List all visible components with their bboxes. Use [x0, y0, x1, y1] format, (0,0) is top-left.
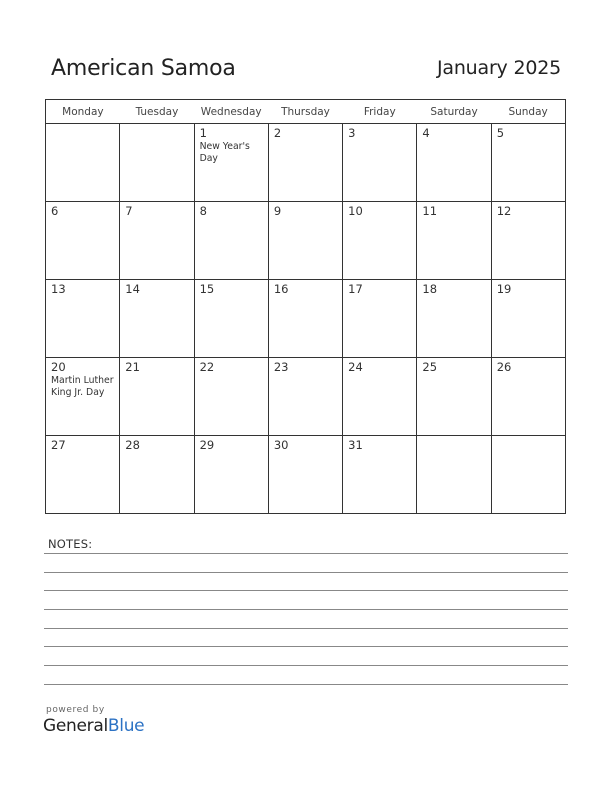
day-number: 26: [496, 360, 512, 374]
day-cell[interactable]: [491, 202, 565, 280]
day-number: 1: [199, 126, 207, 140]
day-cell[interactable]: [120, 124, 194, 202]
brand-logo[interactable]: [43, 716, 144, 736]
note-line: [44, 684, 568, 685]
day-number: 17: [348, 282, 363, 296]
day-cell[interactable]: [46, 436, 120, 514]
day-cell[interactable]: [46, 124, 120, 202]
day-cell[interactable]: [194, 202, 268, 280]
brand-general: General: [43, 716, 108, 736]
day-cell[interactable]: [417, 124, 491, 202]
weekday-label: Sunday: [491, 100, 565, 124]
note-line: [44, 646, 568, 647]
day-number: 4: [422, 126, 430, 140]
day-cell[interactable]: [268, 358, 342, 436]
day-number: 7: [125, 204, 133, 218]
day-number: 24: [348, 360, 363, 374]
day-number: 16: [273, 282, 289, 296]
day-cell[interactable]: [120, 436, 194, 514]
note-line: [44, 665, 568, 666]
note-line: [44, 609, 568, 610]
day-cell[interactable]: [120, 358, 194, 436]
day-number: 15: [199, 282, 215, 296]
calendar-title: American Samoa: [51, 56, 236, 81]
note-line: [44, 628, 568, 629]
holiday-label: Martin Luther King Jr. Day: [51, 375, 114, 398]
brand-blue: Blue: [107, 716, 145, 736]
day-cell[interactable]: [491, 124, 565, 202]
week-row: [46, 358, 566, 436]
day-number: 18: [422, 282, 438, 296]
day-number: 14: [125, 282, 140, 296]
week-row: [46, 436, 566, 514]
weekday-label: Monday: [46, 100, 120, 124]
weekday-label: Friday: [343, 100, 417, 124]
day-cell[interactable]: [194, 358, 268, 436]
week-row: [46, 124, 566, 202]
day-number: 25: [422, 360, 438, 374]
day-number: 30: [273, 438, 289, 452]
day-cell[interactable]: [417, 436, 491, 514]
day-cell[interactable]: [268, 202, 342, 280]
day-cell[interactable]: [343, 280, 417, 358]
day-cell[interactable]: [194, 436, 268, 514]
day-number: 12: [496, 204, 512, 218]
note-line: [44, 590, 568, 591]
day-cell[interactable]: [268, 124, 342, 202]
day-cell[interactable]: [491, 436, 565, 514]
note-line: [44, 553, 568, 554]
day-cell[interactable]: [343, 124, 417, 202]
day-number: 21: [125, 360, 140, 374]
day-number: 5: [496, 126, 505, 140]
day-cell[interactable]: [417, 280, 491, 358]
day-number: 29: [199, 438, 215, 452]
notes-label: NOTES:: [48, 537, 93, 551]
weekday-label: Saturday: [417, 100, 491, 124]
powered-by-text: powered by: [46, 705, 105, 715]
day-cell[interactable]: [268, 280, 342, 358]
day-cell[interactable]: [417, 358, 491, 436]
day-number: 9: [273, 204, 282, 218]
holiday-label: New Year's Day: [199, 141, 250, 164]
day-number: 28: [125, 438, 140, 452]
day-cell[interactable]: [343, 202, 417, 280]
day-cell[interactable]: [46, 202, 120, 280]
calendar-grid: [45, 99, 566, 514]
day-cell[interactable]: [194, 280, 268, 358]
day-cell[interactable]: [194, 124, 268, 202]
day-number: 19: [496, 282, 512, 296]
weekday-header-row: [46, 100, 566, 124]
day-number: 23: [273, 360, 289, 374]
weekday-label: Tuesday: [120, 100, 194, 124]
day-cell[interactable]: [491, 280, 565, 358]
day-number: 11: [422, 204, 438, 218]
day-number: 6: [51, 204, 59, 218]
day-cell[interactable]: [120, 280, 194, 358]
day-number: 31: [348, 438, 363, 452]
day-cell[interactable]: [343, 436, 417, 514]
day-cell[interactable]: [46, 358, 120, 436]
day-cell[interactable]: [491, 358, 565, 436]
day-cell[interactable]: [268, 436, 342, 514]
calendar-month: January 2025: [436, 57, 561, 79]
day-cell[interactable]: [120, 202, 194, 280]
day-number: 20: [51, 360, 66, 374]
note-line: [44, 572, 568, 573]
day-number: 2: [273, 126, 282, 140]
day-cell[interactable]: [343, 358, 417, 436]
day-number: 13: [51, 282, 66, 296]
day-cell[interactable]: [46, 280, 120, 358]
day-number: 10: [348, 204, 363, 218]
weekday-label: Wednesday: [194, 100, 268, 124]
week-row: [46, 202, 566, 280]
day-number: 22: [199, 360, 215, 374]
day-number: 8: [199, 204, 207, 218]
day-number: 3: [348, 126, 356, 140]
day-number: 27: [51, 438, 66, 452]
weekday-label: Thursday: [268, 100, 342, 124]
day-cell[interactable]: [417, 202, 491, 280]
week-row: [46, 280, 566, 358]
